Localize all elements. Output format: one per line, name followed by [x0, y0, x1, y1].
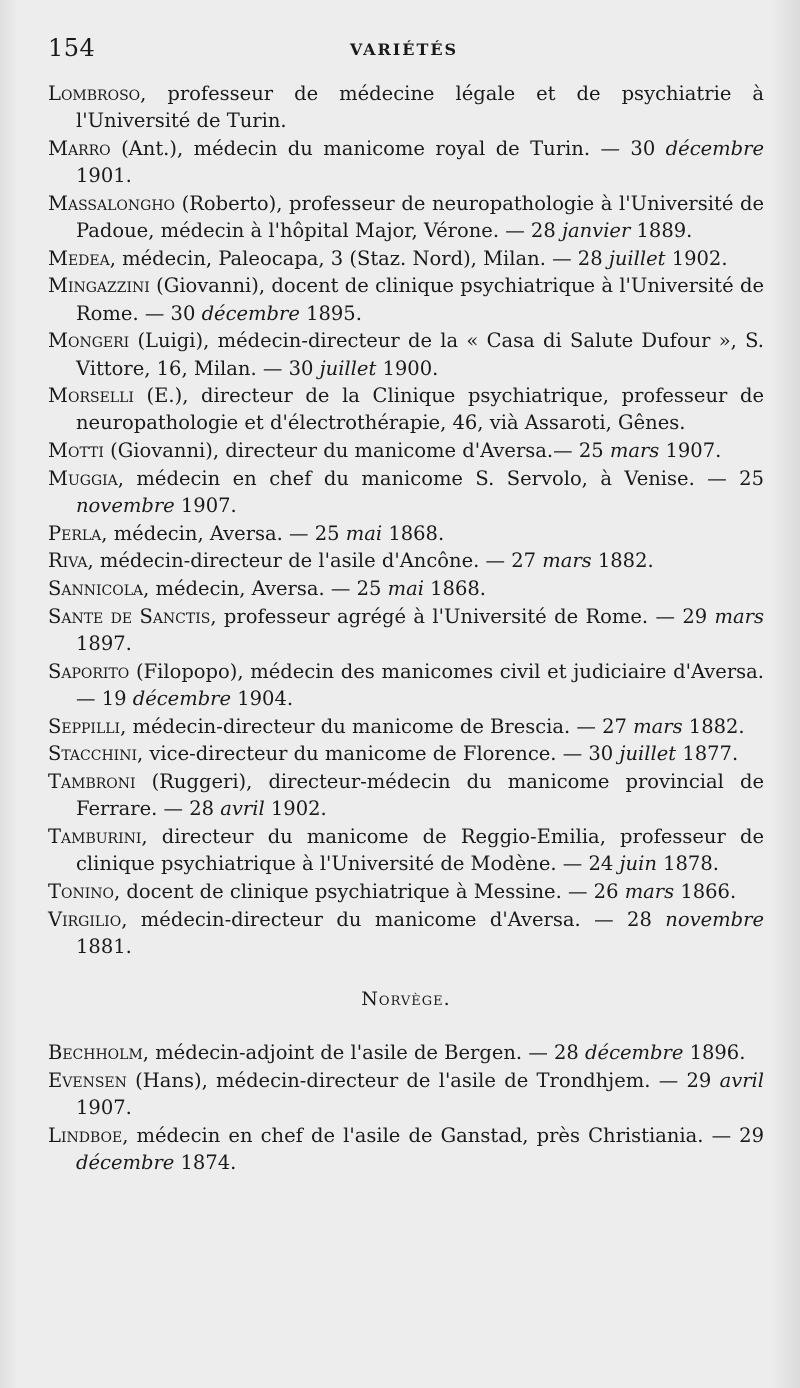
entry-date-month: décembre	[132, 686, 232, 710]
entry-text: (Ruggeri), directeur-médecin du manicome provincial de Ferrare. — 28	[76, 770, 764, 821]
entry-text: (E.), directeur de la Clinique psychiatrique, professeur de neuropathologie et d'électrothérapie, 46, vià Assaroti, Gênes.	[76, 384, 764, 435]
entry-date-month: décembre	[585, 1041, 684, 1065]
entry-date-month: novembre	[665, 907, 764, 931]
directory-entry	[48, 1039, 764, 1066]
entry-text: (Ant.), médecin du manicome royal de Turin. — 30	[110, 136, 666, 160]
entry-name: Riva	[48, 549, 88, 573]
entry-name: Perla	[48, 521, 102, 545]
entry-date-year: 1882.	[591, 549, 654, 573]
entry-date-month: juillet	[319, 356, 377, 380]
entry-date-month: mars	[633, 714, 683, 738]
entry-name: Sante de Sanctis	[48, 604, 211, 628]
entry-date-year: 1907.	[174, 494, 237, 518]
directory-entry	[48, 658, 764, 712]
italy-entries	[48, 80, 764, 960]
directory-entry	[48, 768, 764, 822]
entry-date-year: 1896.	[683, 1041, 746, 1065]
entry-name: Medea	[48, 246, 110, 270]
directory-entry	[48, 465, 764, 519]
entry-name: Stacchini	[48, 742, 137, 766]
entry-text: , médecin-directeur du manicome de Brescia. — 27	[120, 714, 634, 738]
entry-date-month: décembre	[76, 1151, 175, 1175]
entry-name: Lindboe	[48, 1123, 123, 1147]
entry-date-month: mars	[609, 439, 660, 463]
entry-text: , médecin-adjoint de l'asile de Bergen. — 28	[142, 1041, 586, 1065]
directory-entry	[48, 547, 764, 574]
entry-date-year: 1868.	[382, 521, 445, 545]
norway-entries	[48, 1039, 764, 1176]
entry-date-month: mars	[542, 549, 592, 573]
directory-entry	[48, 382, 764, 436]
directory-entry	[48, 1067, 764, 1121]
entry-text: , médecin, Aversa. — 25	[101, 521, 346, 545]
entry-date-month: avril	[719, 1068, 764, 1092]
entry-text: , médecin, Aversa. — 25	[143, 577, 388, 601]
page-header	[48, 34, 760, 74]
entry-name: Mongeri	[48, 329, 130, 353]
entry-name: Tonino	[48, 879, 114, 903]
entry-name: Bechholm	[48, 1041, 143, 1065]
directory-entry	[48, 520, 764, 547]
entry-name: Tambroni	[48, 770, 136, 794]
entry-date-year: 1866.	[674, 879, 737, 903]
entry-text: , médecin en chef du manicome S. Servolo, à Venise. — 25	[117, 466, 764, 490]
entry-text: , directeur du manicome de Reggio-Emilia, professeur de clinique psychiatrique à l'Université de Modène. — 24	[76, 824, 764, 876]
entry-date-month: mai	[345, 521, 383, 545]
entry-text: (Giovanni), docent de clinique psychiatrique à l'Université de Rome. — 30	[76, 274, 764, 325]
directory-entry	[48, 327, 764, 381]
directory-entry	[48, 80, 764, 134]
directory-entry	[48, 135, 764, 189]
entry-date-year: 1874.	[174, 1151, 237, 1175]
directory-entry	[48, 575, 764, 602]
directory-entry	[48, 713, 764, 740]
entry-date-month: juillet	[619, 742, 677, 766]
entry-name: Morselli	[48, 384, 134, 408]
entry-date-month: novembre	[76, 494, 175, 518]
entry-text: (Filopopo), médecin des manicomes civil et judiciaire d'Aversa. — 19	[76, 659, 764, 710]
entry-text: (Hans), médecin-directeur de l'asile de Trondhjem. — 29	[126, 1068, 720, 1092]
entry-name: Seppilli	[48, 714, 121, 738]
directory-entry	[48, 1122, 764, 1176]
entry-date-month: mai	[387, 577, 424, 601]
directory-entry	[48, 437, 764, 464]
directory-entry	[48, 272, 764, 326]
entry-name: Motti	[48, 439, 104, 463]
entry-date-year: 1895.	[299, 301, 362, 325]
directory-entry	[48, 740, 764, 767]
entry-text: , médecin-directeur de l'asile d'Ancône. — 27	[87, 549, 543, 573]
entry-text: (Luigi), médecin-directeur de la « Casa di Salute Dufour », S. Vittore, 16, Milan. — 30	[76, 329, 764, 380]
entry-date-year: 1881.	[76, 934, 132, 958]
entry-date-month: mars	[624, 879, 675, 903]
entry-name: Evensen	[48, 1068, 127, 1092]
entry-date-month: décembre	[201, 301, 300, 325]
entry-date-month: janvier	[561, 219, 631, 243]
directory-entry	[48, 603, 764, 657]
entry-date-year: 1904.	[231, 686, 294, 710]
entry-date-month: avril	[220, 797, 265, 821]
entry-name: Sannicola	[48, 577, 144, 601]
entry-date-year: 1897.	[76, 632, 132, 656]
entry-date-year: 1878.	[656, 852, 719, 876]
entry-text: , professeur agrégé à l'Université de Rome. — 29	[210, 604, 715, 628]
entry-name: Massalongho	[48, 191, 176, 215]
entry-date-year: 1907.	[659, 439, 722, 463]
entry-name: Saporito	[48, 659, 130, 683]
entry-date-year: 1902.	[264, 797, 327, 821]
entry-text: (Giovanni), directeur du manicome d'Aversa.— 25	[103, 439, 610, 463]
entry-text: (Roberto), professeur de neuropathologie à l'Université de Padoue, médecin à l'hôpital Major, Vérone. — 28	[76, 191, 764, 243]
entry-name: Tamburini	[48, 824, 142, 848]
page-number: 154	[48, 34, 96, 62]
entry-date-year: 1902.	[665, 246, 728, 270]
entry-name: Mingazzini	[48, 274, 150, 298]
entry-name: Muggia	[48, 466, 118, 490]
entry-date-month: juillet	[608, 246, 666, 270]
entry-date-year: 1877.	[676, 742, 739, 766]
directory-entry	[48, 245, 764, 272]
entry-text: , médecin, Paleocapa, 3 (Staz. Nord), Milan. — 28	[109, 246, 609, 270]
entry-text: , docent de clinique psychiatrique à Messine. — 26	[114, 879, 625, 903]
entry-list	[48, 80, 764, 1177]
entry-text: , vice-directeur du manicome de Florence. — 30	[137, 742, 620, 766]
entry-date-year: 1882.	[682, 714, 745, 738]
entry-name: Lombroso	[48, 82, 141, 105]
entry-date-year: 1900.	[376, 356, 439, 380]
entry-date-month: décembre	[665, 136, 764, 160]
entry-date-year: 1889.	[630, 219, 693, 243]
running-head: VARIÉTÉS	[349, 40, 459, 59]
entry-date-month: mars	[714, 604, 764, 628]
entry-date-year: 1907.	[76, 1096, 132, 1120]
entry-date-year: 1868.	[423, 577, 486, 601]
directory-entry	[48, 878, 764, 905]
directory-entry	[48, 190, 764, 244]
entry-text: , médecin en chef de l'asile de Ganstad, près Christiania. — 29	[122, 1123, 764, 1147]
entry-date-year: 1901.	[76, 164, 132, 188]
directory-entry	[48, 906, 764, 960]
entry-name: Marro	[48, 136, 111, 160]
entry-text: , professeur de médecine légale et de psychiatrie à l'Université de Turin.	[76, 82, 764, 133]
entry-date-month: juin	[619, 852, 657, 876]
directory-entry	[48, 823, 764, 877]
entry-text: , médecin-directeur du manicome d'Aversa. — 28	[121, 907, 666, 931]
entry-name: Virgilio	[48, 907, 122, 931]
section-title-norway: Norvège.	[361, 988, 451, 1010]
